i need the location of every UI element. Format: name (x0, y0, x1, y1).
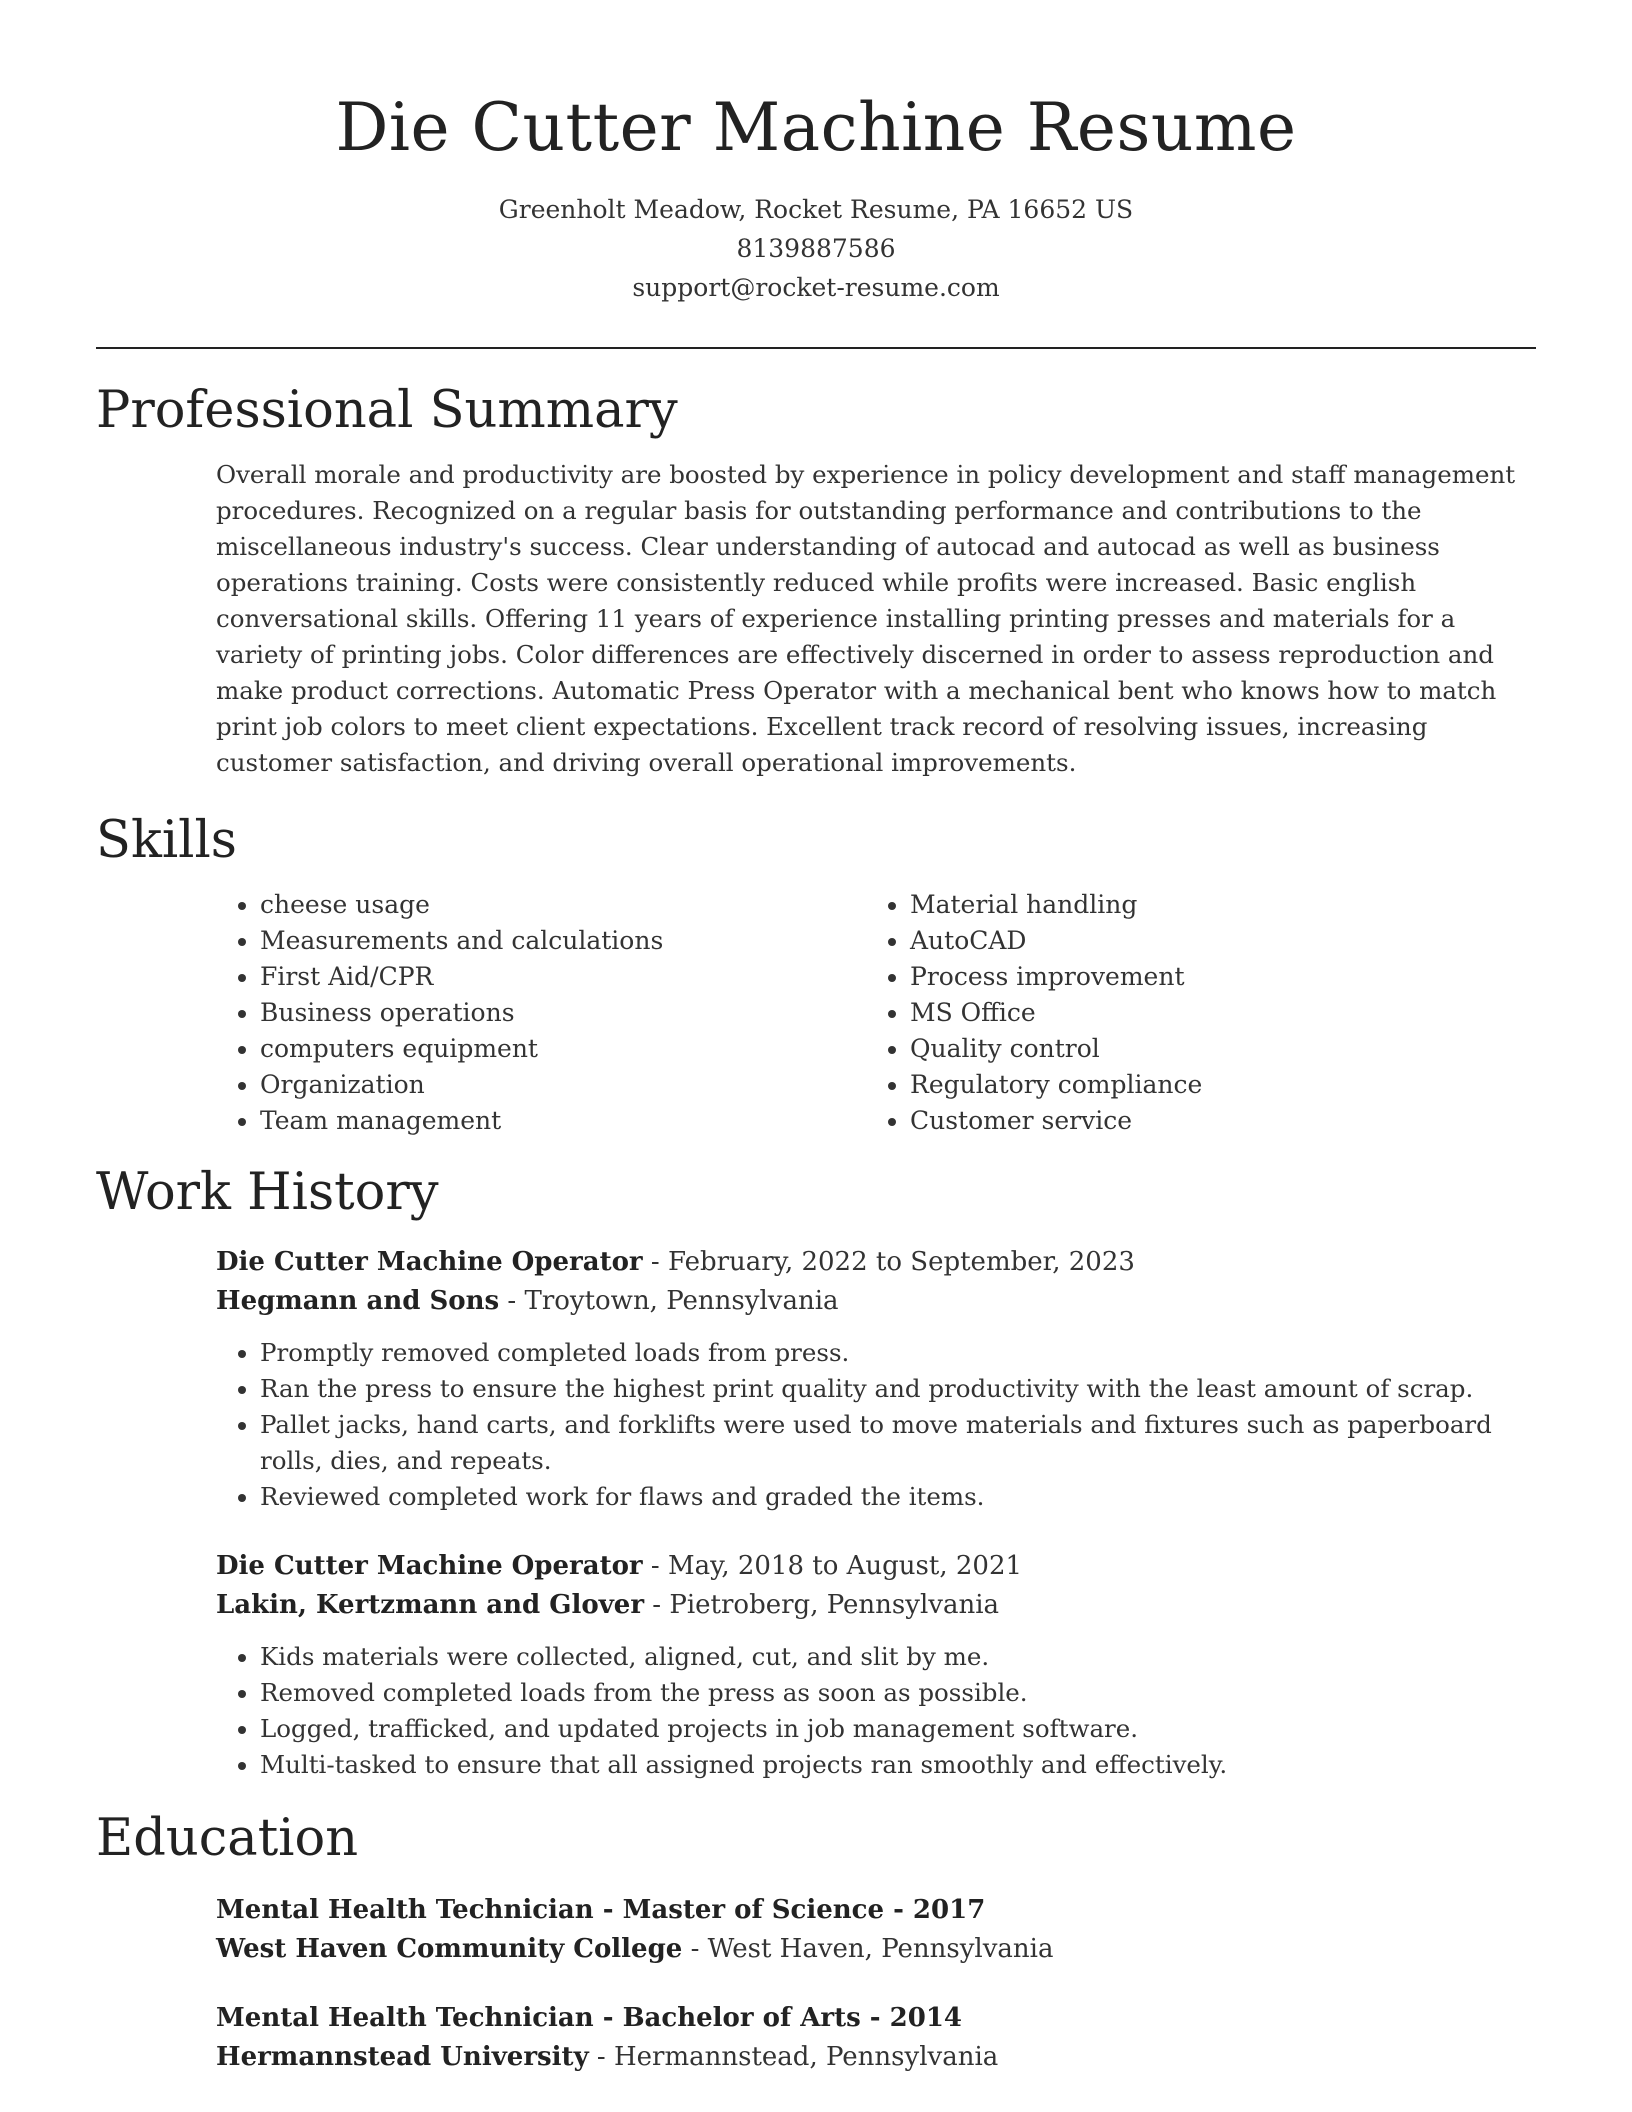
job-location: - Pietroberg, Pennsylvania (644, 1590, 1000, 1620)
education-heading: Education (96, 1809, 359, 1868)
job-company: Hegmann and Sons (216, 1286, 500, 1316)
skill-item: • Team management (260, 1103, 866, 1139)
header-divider (96, 347, 1536, 349)
job-bullet: • Reviewed completed work for flaws and graded the items. (260, 1479, 1536, 1515)
resume-header (96, 0, 1536, 307)
job-dates: - February, 2022 to September, 2023 (642, 1247, 1135, 1277)
skill-item: • cheese usage (260, 887, 866, 923)
summary-heading: Professional Summary (96, 381, 678, 440)
skill-item: • Customer service (910, 1103, 1516, 1139)
job-company-line (216, 1282, 1536, 1321)
job-entry (96, 1243, 1536, 1515)
job-bullet: • Kids materials were collected, aligned, cut, and slit by me. (260, 1639, 1536, 1675)
job-company: Lakin, Kertzmann and Glover (216, 1590, 645, 1620)
job-bullet: • Ran the press to ensure the highest print quality and productivity with the least amount of scrap. (260, 1371, 1536, 1407)
job-bullets (216, 1639, 1536, 1783)
job-entry (96, 1547, 1536, 1783)
education-entry (96, 1999, 1536, 2077)
education-entry (96, 1891, 1536, 1969)
job-bullet: • Removed completed loads from the press as soon as possible. (260, 1675, 1536, 1711)
resume-title: Die Cutter Machine Resume (335, 89, 1297, 166)
education-location: - West Haven, Pennsylvania (682, 1934, 1054, 1964)
job-company-line (216, 1586, 1536, 1625)
education-location: - Hermannstead, Pennsylvania (588, 2042, 999, 2072)
job-bullet: • Promptly removed completed loads from press. (260, 1335, 1536, 1371)
job-location: - Troytown, Pennsylvania (499, 1286, 839, 1316)
skill-item: • computers equipment (260, 1031, 866, 1067)
education-school-line (216, 1930, 1536, 1969)
skills-column-right (866, 887, 1516, 1139)
skill-item: • MS Office (910, 995, 1516, 1031)
skill-item: • First Aid/CPR (260, 959, 866, 995)
job-bullets (216, 1335, 1536, 1515)
skill-item: • Business operations (260, 995, 866, 1031)
education-school: West Haven Community College (216, 1934, 683, 1964)
job-bullet: • Multi-tasked to ensure that all assigned projects ran smoothly and effectively. (260, 1747, 1536, 1783)
skill-item: • Process improvement (910, 959, 1516, 995)
skill-item: • Measurements and calculations (260, 923, 866, 959)
skill-item: • Organization (260, 1067, 866, 1103)
email: support@rocket-resume.com (632, 273, 1000, 302)
skills-column-left (216, 887, 866, 1139)
skill-item: • Regulatory compliance (910, 1067, 1516, 1103)
education-school: Hermannstead University (216, 2042, 589, 2072)
summary-text: Overall morale and productivity are boosted by experience in policy development and staff management procedures. Recognized on a regular basis for outstanding performance and contributions to the miscellaneous industry's success. Clear understanding of autocad and autocad as well as business operations training. Costs were consistently reduced while profits were increased. Basic english conversational skills. Offering 11 years of experience installing printing presses and materials for a variety of printing jobs. Color differences are effectively discerned in order to assess reproduction and make product corrections. Automatic Press Operator with a mechanical bent who knows how to match print job colors to meet client expectations. Excellent track record of resolving issues, increasing customer satisfaction, and driving overall operational improvements. (216, 460, 1516, 777)
education-degree-line: Mental Health Technician - Bachelor of Arts - 2014 (216, 2003, 963, 2033)
job-bullet: • Pallet jacks, hand carts, and forklifts were used to move materials and fixtures such as paperboard rolls, dies, and repeats. (260, 1407, 1536, 1479)
address: Greenholt Meadow, Rocket Resume, PA 16652 US (498, 195, 1134, 224)
skills-list (96, 887, 1536, 1139)
job-title-line (216, 1547, 1536, 1586)
education-degree-line: Mental Health Technician - Master of Science - 2017 (216, 1895, 986, 1925)
skill-item: • Material handling (910, 887, 1516, 923)
skill-item: • Quality control (910, 1031, 1516, 1067)
skill-item: • AutoCAD (910, 923, 1516, 959)
education-school-line (216, 2038, 1536, 2077)
job-title-line (216, 1243, 1536, 1282)
work-history-heading: Work History (96, 1163, 439, 1222)
job-position: Die Cutter Machine Operator (216, 1551, 643, 1581)
job-dates: - May, 2018 to August, 2021 (642, 1551, 1023, 1581)
job-position: Die Cutter Machine Operator (216, 1247, 643, 1277)
phone: 8139887586 (736, 234, 896, 263)
contact-info (96, 190, 1536, 307)
job-bullet: • Logged, trafficked, and updated projects in job management software. (260, 1711, 1536, 1747)
skills-heading: Skills (96, 811, 237, 870)
